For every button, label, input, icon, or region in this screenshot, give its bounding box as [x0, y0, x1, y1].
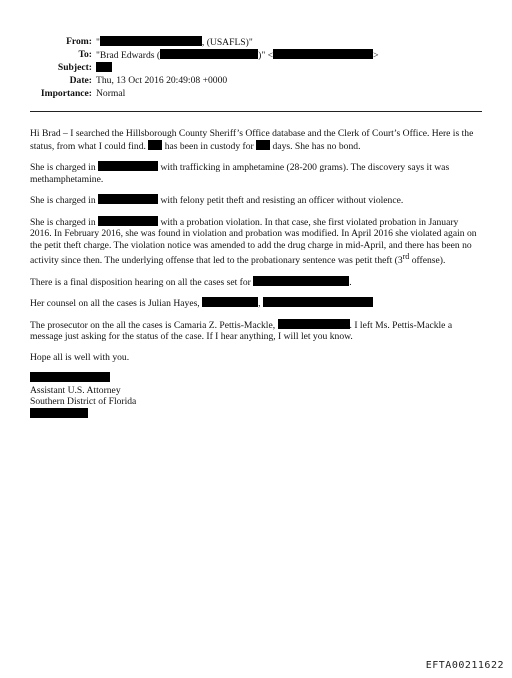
- redaction: [148, 140, 162, 150]
- redaction: [273, 49, 373, 59]
- bates-number: EFTA00211622: [425, 660, 504, 671]
- redaction: [160, 49, 258, 59]
- from-value: " , (USAFLS)": [96, 37, 253, 48]
- paragraph-charge-2: She is charged in with felony petit theft and resisting an officer without violence.: [30, 195, 404, 206]
- to-value: "Brad Edwards ( )" < >: [96, 50, 379, 61]
- paragraph-counsel: Her counsel on all the cases is Julian Hayes, ,: [30, 297, 482, 310]
- redaction: [30, 372, 110, 382]
- redaction: [256, 140, 270, 150]
- redaction: [278, 319, 350, 329]
- signature-office: Southern District of Florida: [30, 396, 137, 408]
- redaction: [96, 62, 112, 72]
- from-label: From:: [66, 36, 92, 47]
- email-body: [30, 128, 482, 420]
- redaction: [202, 297, 258, 307]
- redaction: [98, 161, 158, 171]
- paragraph-charge-3: She is charged in with a probation violation. In that case, she first violated probation in January 2016. In February 2016, she was found in violation and probation was modified. In April 2016 she violated again on the petit theft charge. The violation notice was amended to add the drug charge in mid-April, and there has been no activity since then. The underlying offense that led to the probationary sentence was petit theft (3rd offense).: [30, 216, 477, 267]
- redaction: [98, 194, 158, 204]
- subject-label: Subject:: [57, 62, 92, 73]
- redaction: [253, 276, 349, 286]
- signature-block: [30, 372, 482, 420]
- paragraph-hearing: There is a final disposition hearing on all the cases set for .: [30, 276, 352, 288]
- paragraph-closing: Hope all is well with you.: [30, 351, 130, 363]
- paragraph-prosecutor: The prosecutor on the all the cases is Camaria Z. Pettis-Mackle, . I left Ms. Pettis-Mackle a message just asking for the status of the case. If I hear anything, I will let you know.: [30, 319, 453, 343]
- redaction: [30, 408, 88, 418]
- redaction: [98, 216, 158, 226]
- signature-title: Assistant U.S. Attorney: [30, 384, 121, 396]
- importance-label: Importance:: [40, 88, 92, 99]
- paragraph-charge-1: She is charged in with trafficking in amphetamine (28-200 grams). The discovery says it was methamphetamine.: [30, 162, 450, 185]
- to-label: To:: [78, 49, 92, 60]
- redaction: [263, 297, 373, 307]
- subject-value: [96, 62, 112, 75]
- date-value: Thu, 13 Oct 2016 20:49:08 +0000: [96, 75, 228, 86]
- date-label: Date:: [69, 75, 92, 86]
- paragraph-status: Hi Brad – I searched the Hillsborough County Sheriff’s Office database and the Clerk of Court’s Office. Here is the status, from what I could find. has been in custody for days. She has no bond.: [30, 128, 474, 152]
- importance-value: Normal: [96, 88, 126, 99]
- header-divider: [30, 111, 482, 112]
- redaction: [100, 36, 202, 46]
